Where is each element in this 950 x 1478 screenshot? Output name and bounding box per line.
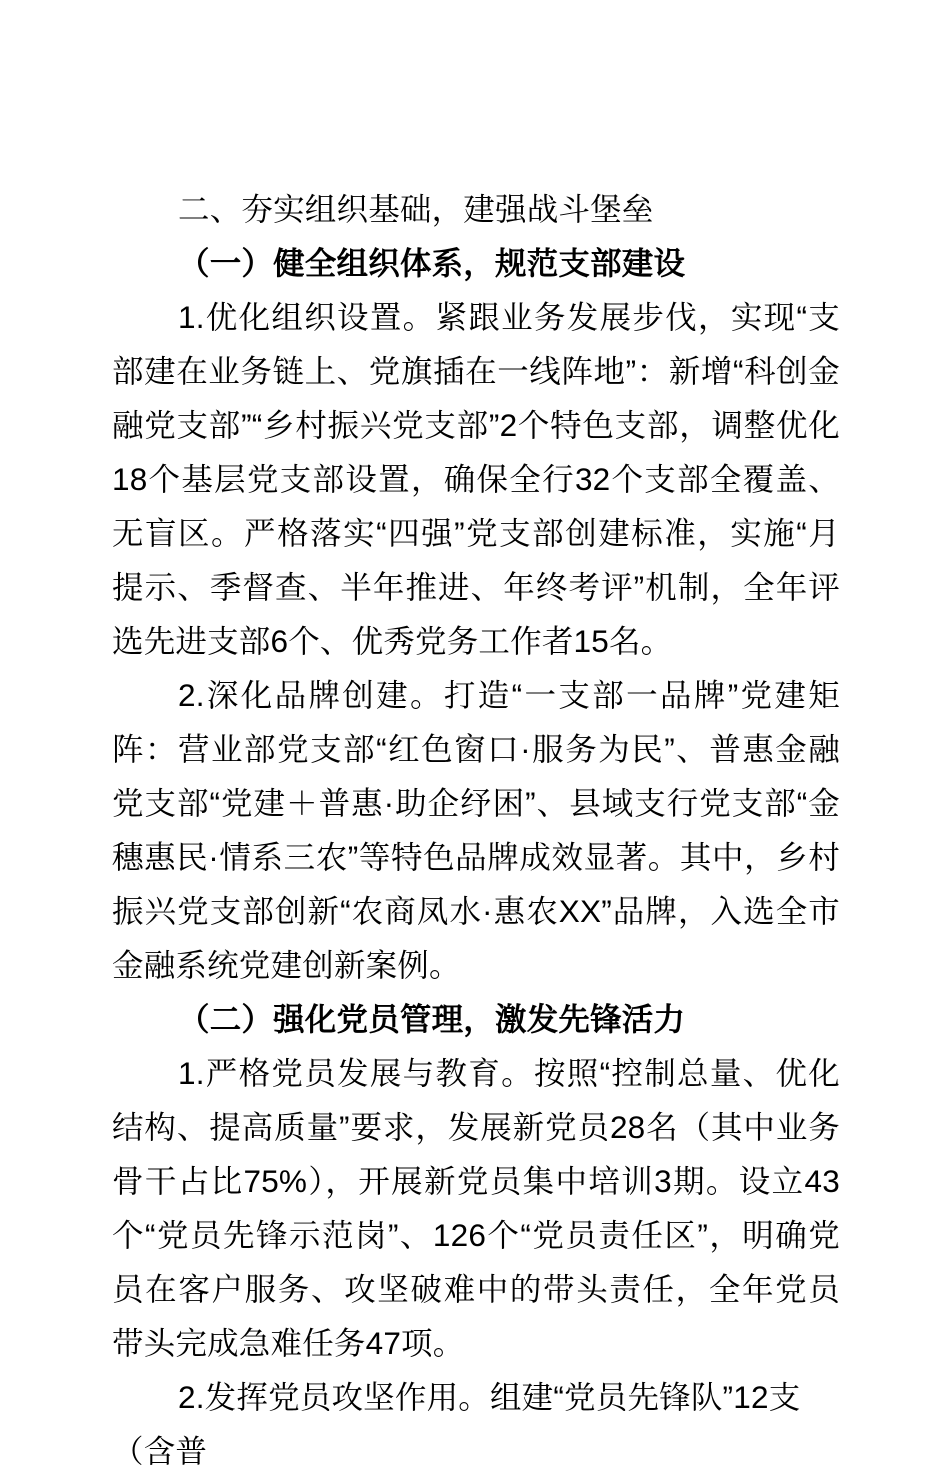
document-body <box>112 182 840 1478</box>
paragraph-1-2-deepen-brand-building: 2.深化品牌创建。打造“一支部一品牌”党建矩阵：营业部党支部“红色窗口·服务为民”、普惠金融党支部“党建＋普惠·助企纾困”、县域支行党支部“金穗惠民·情系三农”等特色品牌成效显著。其中，乡村振兴党支部创新“农商凤水·惠农XX”品牌，入选全市金融系统党建创新案例。 <box>112 677 840 983</box>
section-heading-two: 二、夯实组织基础，建强战斗堡垒 <box>178 191 654 227</box>
subsection-heading-one: （一）健全组织体系，规范支部建设 <box>178 245 686 281</box>
subsection-heading-two: （二）强化党员管理，激发先锋活力 <box>178 1001 686 1037</box>
paragraph-2-2-leverage-party-member-role: 2.发挥党员攻坚作用。组建“党员先锋队”12支（含普 <box>112 1379 801 1469</box>
paragraph-2-1-strict-party-member-development: 1.严格党员发展与教育。按照“控制总量、优化结构、提高质量”要求，发展新党员28名（其中业务骨干占比75%），开展新党员集中培训3期。设立43个“党员先锋示范岗”、126个“党员责任区”，明确党员在客户服务、攻坚破难中的带头责任，全年党员带头完成急难任务47项。 <box>112 1055 840 1361</box>
paragraph-1-1-optimize-organization: 1.优化组织设置。紧跟业务发展步伐，实现“支部建在业务链上、党旗插在一线阵地”：新增“科创金融党支部”“乡村振兴党支部”2个特色支部，调整优化18个基层党支部设置，确保全行32个支部全覆盖、无盲区。严格落实“四强”党支部创建标准，实施“月提示、季督查、半年推进、年终考评”机制，全年评选先进支部6个、优秀党务工作者15名。 <box>112 299 840 659</box>
